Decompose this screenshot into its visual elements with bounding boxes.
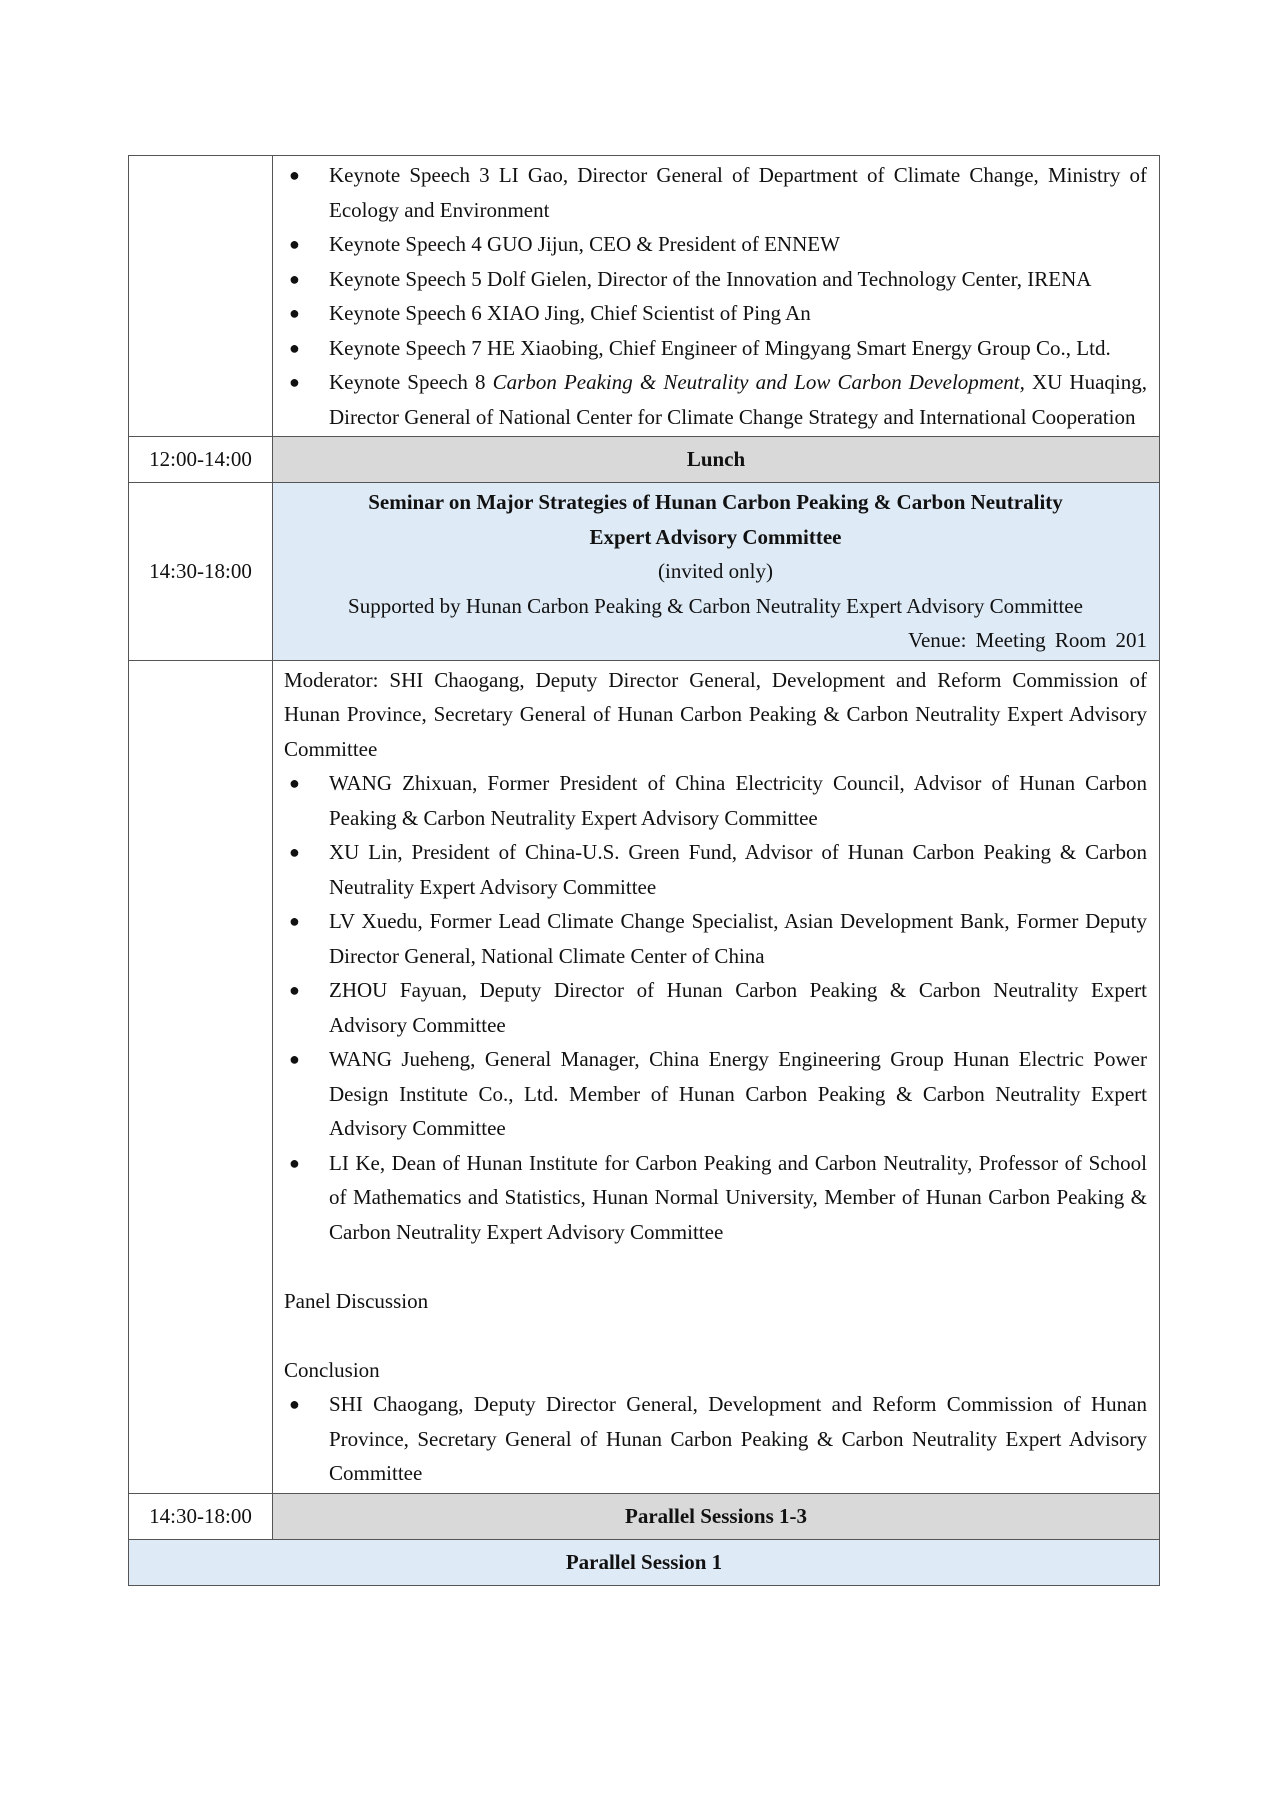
parallel-session-1-label: Parallel Session 1 [129, 1539, 1160, 1585]
lunch-row [129, 437, 1160, 483]
seminar-body-row [129, 660, 1160, 1493]
keynote-item: ● Keynote Speech 6 XIAO Jing, Chief Scientist of Ping An [284, 296, 1147, 331]
conclusion-heading: Conclusion [284, 1357, 380, 1382]
keynote-row [129, 156, 1160, 437]
speaker-item: ● XU Lin, President of China-U.S. Green Fund, Advisor of Hunan Carbon Peaking & Carbon Neutrality Expert Advisory Committee [284, 835, 1147, 904]
keynote-item [284, 365, 1147, 434]
parallel-session-1-row [129, 1539, 1160, 1585]
moderator-text: Moderator: SHI Chaogang, Deputy Director General, Development and Reform Commission of Hunan Province, Secretary General of Hunan Carbon Peaking & Carbon Neutrality Expert Advisory Committee [284, 667, 1147, 761]
keynote-content-cell [273, 156, 1160, 437]
keynote-item: ● Keynote Speech 7 HE Xiaobing, Chief Engineer of Mingyang Smart Energy Group Co., Ltd. [284, 331, 1147, 366]
parallel-label: Parallel Sessions 1-3 [273, 1493, 1160, 1539]
speaker-item: ● WANG Zhixuan, Former President of China Electricity Council, Advisor of Hunan Carbon Peaking & Carbon Neutrality Expert Advisory Committee [284, 766, 1147, 835]
parallel-time: 14:30-18:00 [129, 1493, 273, 1539]
keynote-topic: Carbon Peaking & Neutrality and Low Carbon Development, [492, 370, 1025, 394]
lunch-time: 12:00-14:00 [129, 437, 273, 483]
speaker-item: ● LV Xuedu, Former Lead Climate Change Specialist, Asian Development Bank, Former Deputy Director General, National Climate Center of China [284, 904, 1147, 973]
seminar-support: Supported by Hunan Carbon Peaking & Carbon Neutrality Expert Advisory Committee [348, 593, 1083, 618]
seminar-title-line1: Seminar on Major Strategies of Hunan Carbon Peaking & Carbon Neutrality [368, 490, 1063, 514]
seminar-title-line2: Expert Advisory Committee [589, 524, 842, 549]
keynote-list [284, 158, 1147, 434]
keynote-prefix: Keynote Speech 8 [329, 370, 493, 394]
seminar-note: (invited only) [658, 559, 773, 583]
seminar-venue: Venue: Meeting Room 201 [908, 628, 1147, 652]
keynote-item: ● Keynote Speech 3 LI Gao, Director General of Department of Climate Change, Ministry of Ecology and Environment [284, 158, 1147, 227]
spacer [284, 1318, 1147, 1353]
speaker-item: ● LI Ke, Dean of Hunan Institute for Carbon Peaking and Carbon Neutrality, Professor of School of Mathematics and Statistics, Hunan Normal University, Member of Hunan Carbon Peaking & Carbon Neutrality Expert Advisory Committee [284, 1146, 1147, 1250]
spacer [284, 1249, 1147, 1284]
speaker-list [284, 766, 1147, 1249]
parallel-row [129, 1493, 1160, 1539]
speaker-item: ● WANG Jueheng, General Manager, China Energy Engineering Group Hunan Electric Power Design Institute Co., Ltd. Member of Hunan Carbon Peaking & Carbon Neutrality Expert Advisory Committee [284, 1042, 1147, 1146]
keynote-item: ● Keynote Speech 4 GUO Jijun, CEO & President of ENNEW [284, 227, 1147, 262]
seminar-body-cell [273, 660, 1160, 1493]
speaker-item: ● ZHOU Fayuan, Deputy Director of Hunan Carbon Peaking & Carbon Neutrality Expert Advisory Committee [284, 973, 1147, 1042]
agenda-page [128, 155, 1160, 1586]
keynote-item: ● Keynote Speech 5 Dolf Gielen, Director of the Innovation and Technology Center, IRENA [284, 262, 1147, 297]
seminar-body-time-cell [129, 660, 273, 1493]
conclusion-item: ● SHI Chaogang, Deputy Director General, Development and Reform Commission of Hunan Province, Secretary General of Hunan Carbon Peaking & Carbon Neutrality Expert Advisory Committee [284, 1387, 1147, 1491]
keynote-time-cell [129, 156, 273, 437]
seminar-header-cell [273, 483, 1160, 661]
seminar-header-row [129, 483, 1160, 661]
keynote-suffix: XU Huaqing, Director General of National Center for Climate Change Strategy and International Cooperation [329, 370, 1147, 429]
conclusion-list [284, 1387, 1147, 1491]
lunch-label: Lunch [273, 437, 1160, 483]
agenda-table [128, 155, 1160, 1586]
panel-discussion: Panel Discussion [284, 1288, 429, 1313]
seminar-time: 14:30-18:00 [129, 483, 273, 661]
